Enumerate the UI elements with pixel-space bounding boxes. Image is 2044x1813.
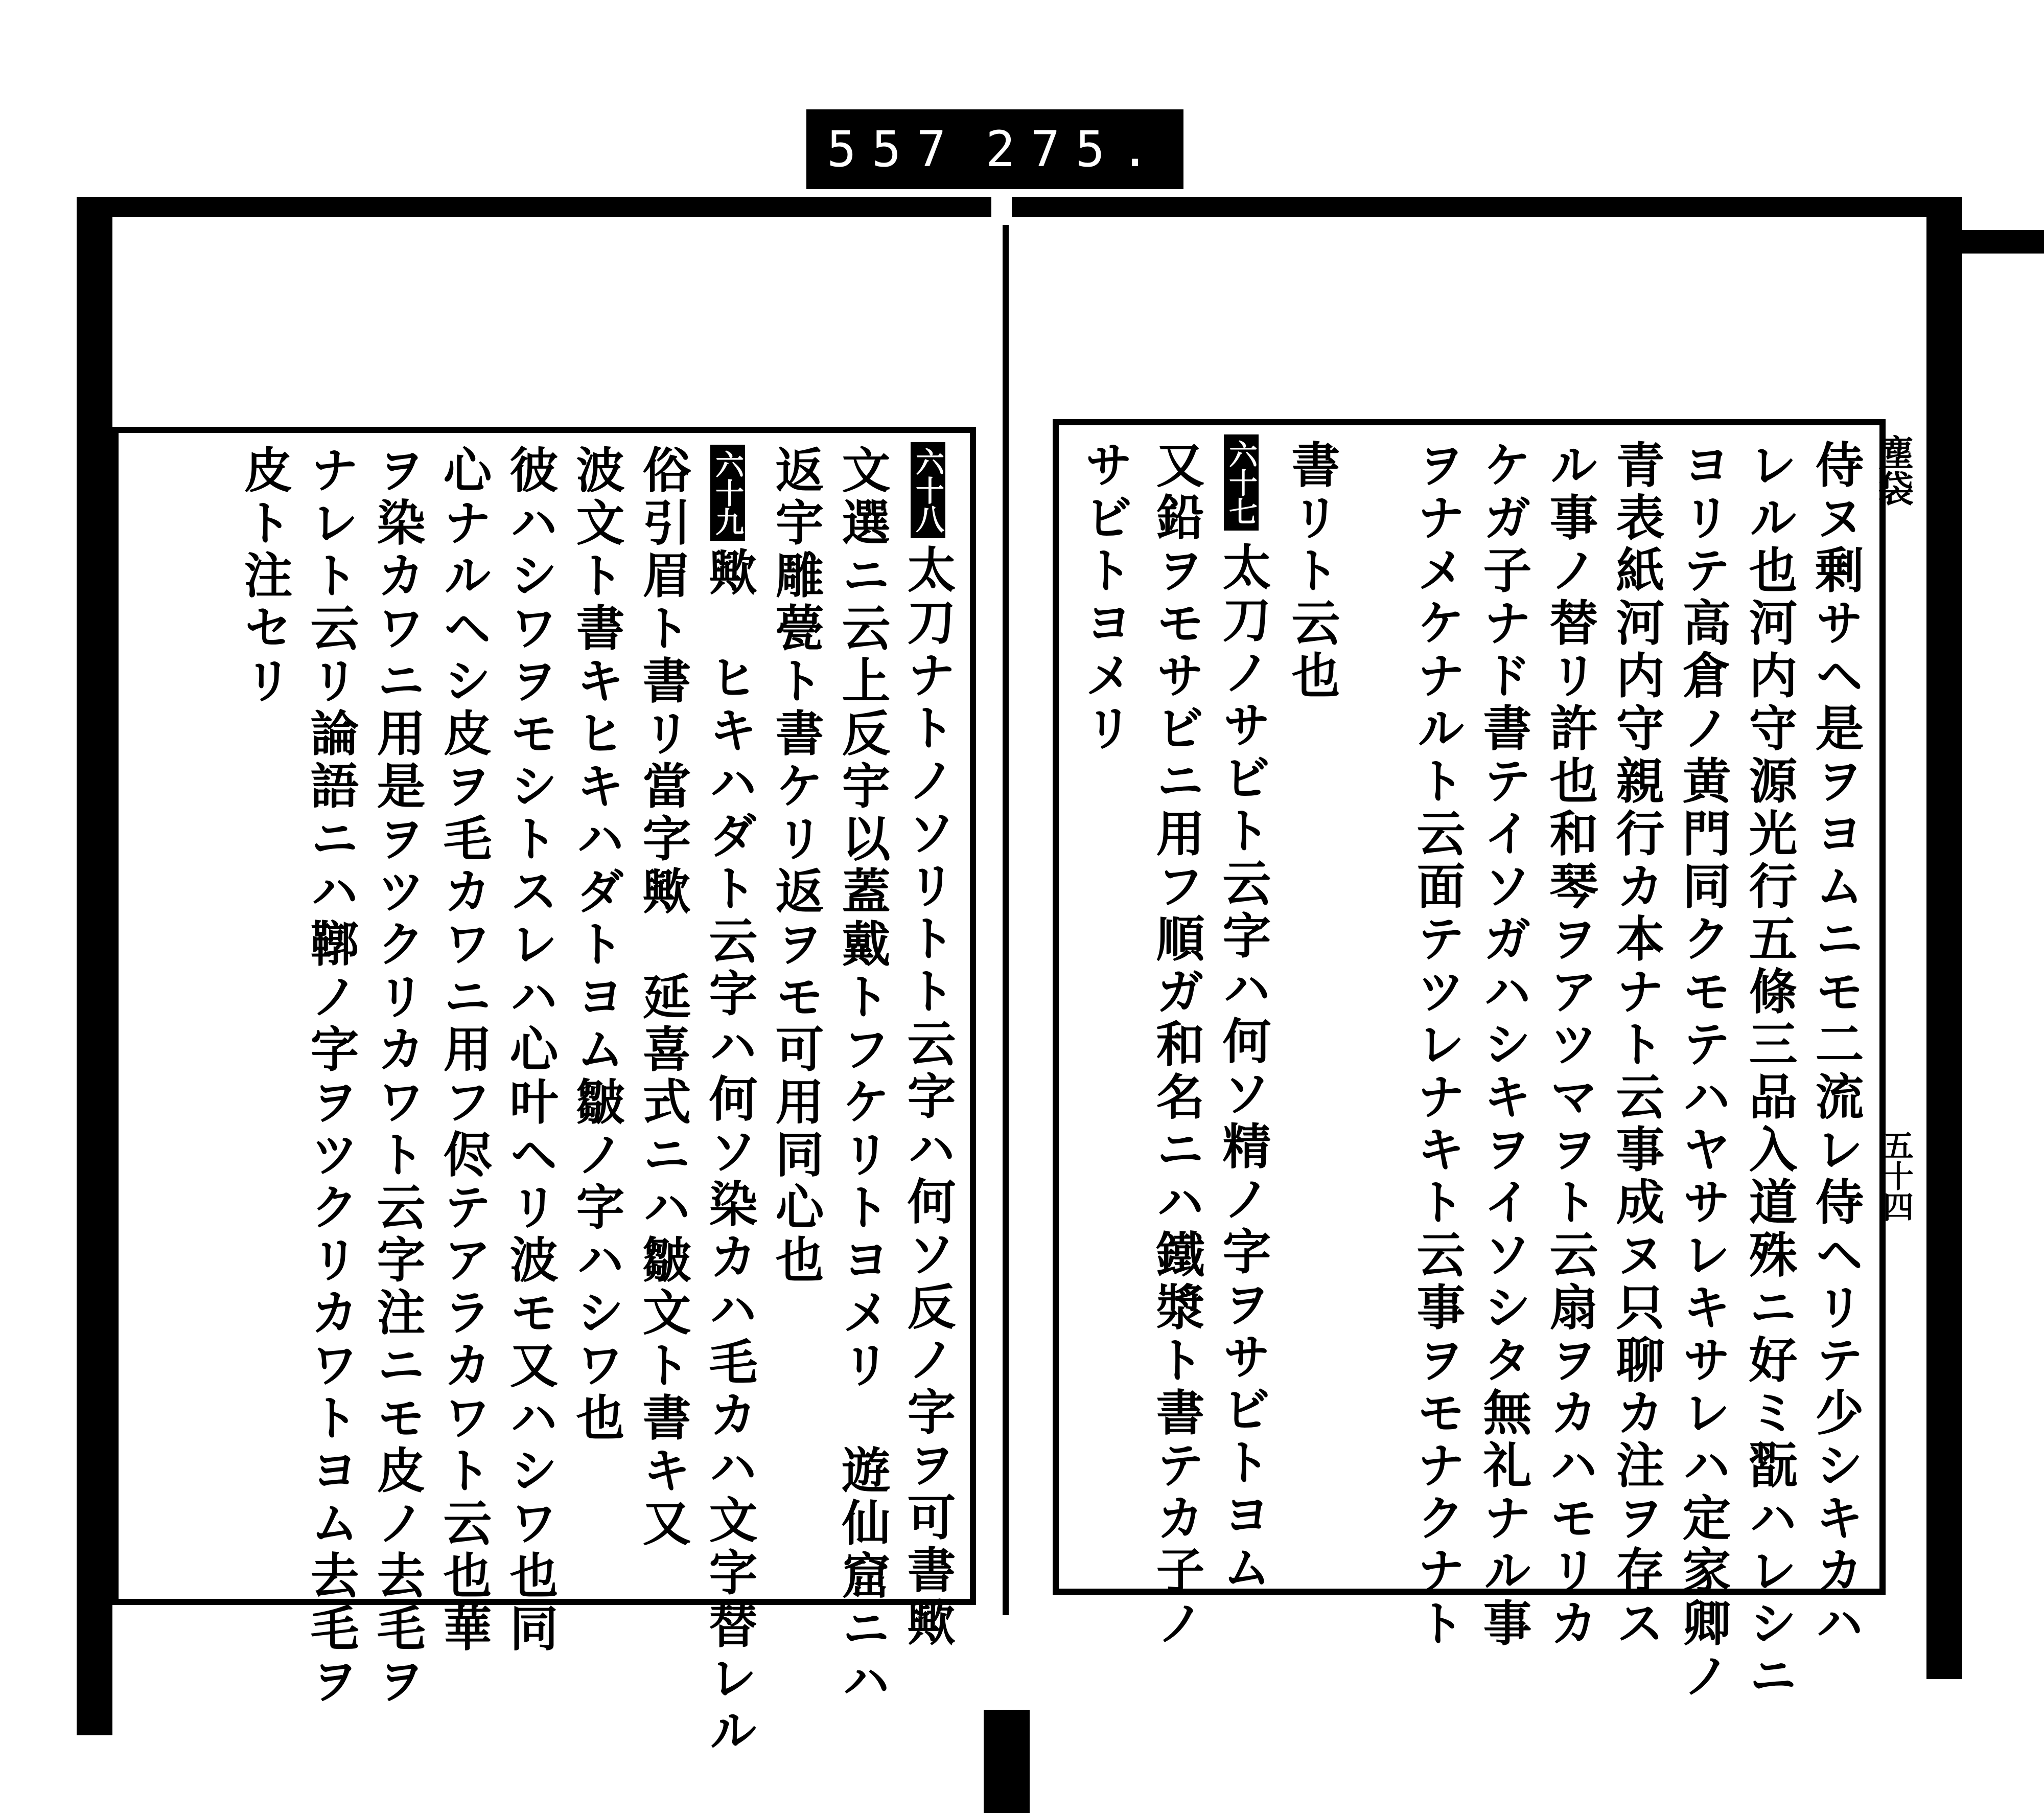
left-column-4: 歟 ヒキハダト云字ハ何ソ染カハ毛カハ文字替レル xyxy=(701,547,758,1758)
left-column-5: 俗引眉ト書リ當字歟 延喜式ニハ皺文ト書キ又 xyxy=(635,445,691,1550)
left-column-7: 彼ハシワヲモシトスレハ心叶ヘリ波モ又ハシワ也同 xyxy=(502,445,559,1656)
right-column-1: 侍ヌ剰サヘ是ヲヨムニモ二流レ侍ヘリテ少シキカハ xyxy=(1807,440,1864,1650)
spine-title: 塵袋 xyxy=(1872,434,1915,506)
right-cover-edge xyxy=(1926,197,1962,1679)
left-cover-edge xyxy=(77,197,112,1735)
right-column-4: 青表紙河内守親行カ本ナト云事成ヌ只聊カ注ヲ存ス xyxy=(1608,440,1665,1650)
left-column-9: ヲ染カワニ用是ヲツクリカワト云字注ニモ皮ノ去毛ヲ xyxy=(369,445,426,1708)
right-column-11: サビトヨメリ xyxy=(1077,440,1133,755)
right-cover-tab xyxy=(1962,230,2044,254)
catalog-number-right: 275. xyxy=(985,121,1165,178)
left-cover-top xyxy=(77,197,991,217)
right-column-6: ケガ子ナド書テイソガハシキヲイソシタ無礼ナル事 xyxy=(1475,440,1532,1650)
folio-number: 五十四 xyxy=(1878,1130,1914,1222)
left-column-3: 返宇雕甍ト書ケリ返ヲモ可用同心也 xyxy=(768,445,824,1287)
right-cover-top xyxy=(1012,197,1952,217)
left-column-2: 文選ニ云上反宇以蓋戴トフケリトヨメリ 遊仙窟ニハ xyxy=(834,445,891,1708)
right-column-5: ル事ノ替リ許也和琴ヲアツマヲト云扇ヲカハモリカ xyxy=(1542,440,1598,1650)
entry-marker-67: 六十七 xyxy=(1224,434,1259,531)
left-column-8: 心ナルヘシ皮ヲ毛カワニ用フ侭テアラカワト云也華 xyxy=(435,445,492,1656)
entry-marker-69: 六十九 xyxy=(710,445,745,541)
gutter-line xyxy=(1003,225,1009,1615)
left-column-1: 太刀ナトノソリトト云字ハ何ソ反ノ字ヲ可書歟 xyxy=(899,544,956,1650)
left-column-6: 波文ト書キヒキハダトヨム皺ノ字ハシワ也 xyxy=(568,445,625,1445)
left-column-11: 皮ト注セリ xyxy=(236,445,293,708)
right-column-3: ヨリテ高倉ノ黄門同クモテハヤサレキサレハ定家卿ノ xyxy=(1675,440,1731,1703)
right-column-2: レル也河内守源光行五條三品入道殊ニ好ミ翫ハレシニ xyxy=(1741,440,1798,1703)
right-column-9: 太刀ノサビト云字ハ何ソ精ノ字ヲサビトヨム xyxy=(1215,542,1271,1595)
right-column-10: 又鉛ヲモサビニ用フ順ガ和名ニハ鐵漿ト書テカ子ノ xyxy=(1148,440,1205,1650)
gutter-base xyxy=(984,1710,1030,1813)
right-column-7: ヲナメケナルト云面テツレナキト云事ヲモナクナト xyxy=(1409,440,1466,1650)
right-column-8: 書リト云也 xyxy=(1284,440,1340,703)
entry-marker-68: 六十八 xyxy=(911,442,945,538)
left-column-10: ナレト云リ論語ニハ鞹ノ字ヲツクリカワトヨム去毛ヲ xyxy=(303,445,359,1708)
catalog-number-left: 557 xyxy=(827,121,962,178)
catalog-number-label xyxy=(806,109,1183,189)
